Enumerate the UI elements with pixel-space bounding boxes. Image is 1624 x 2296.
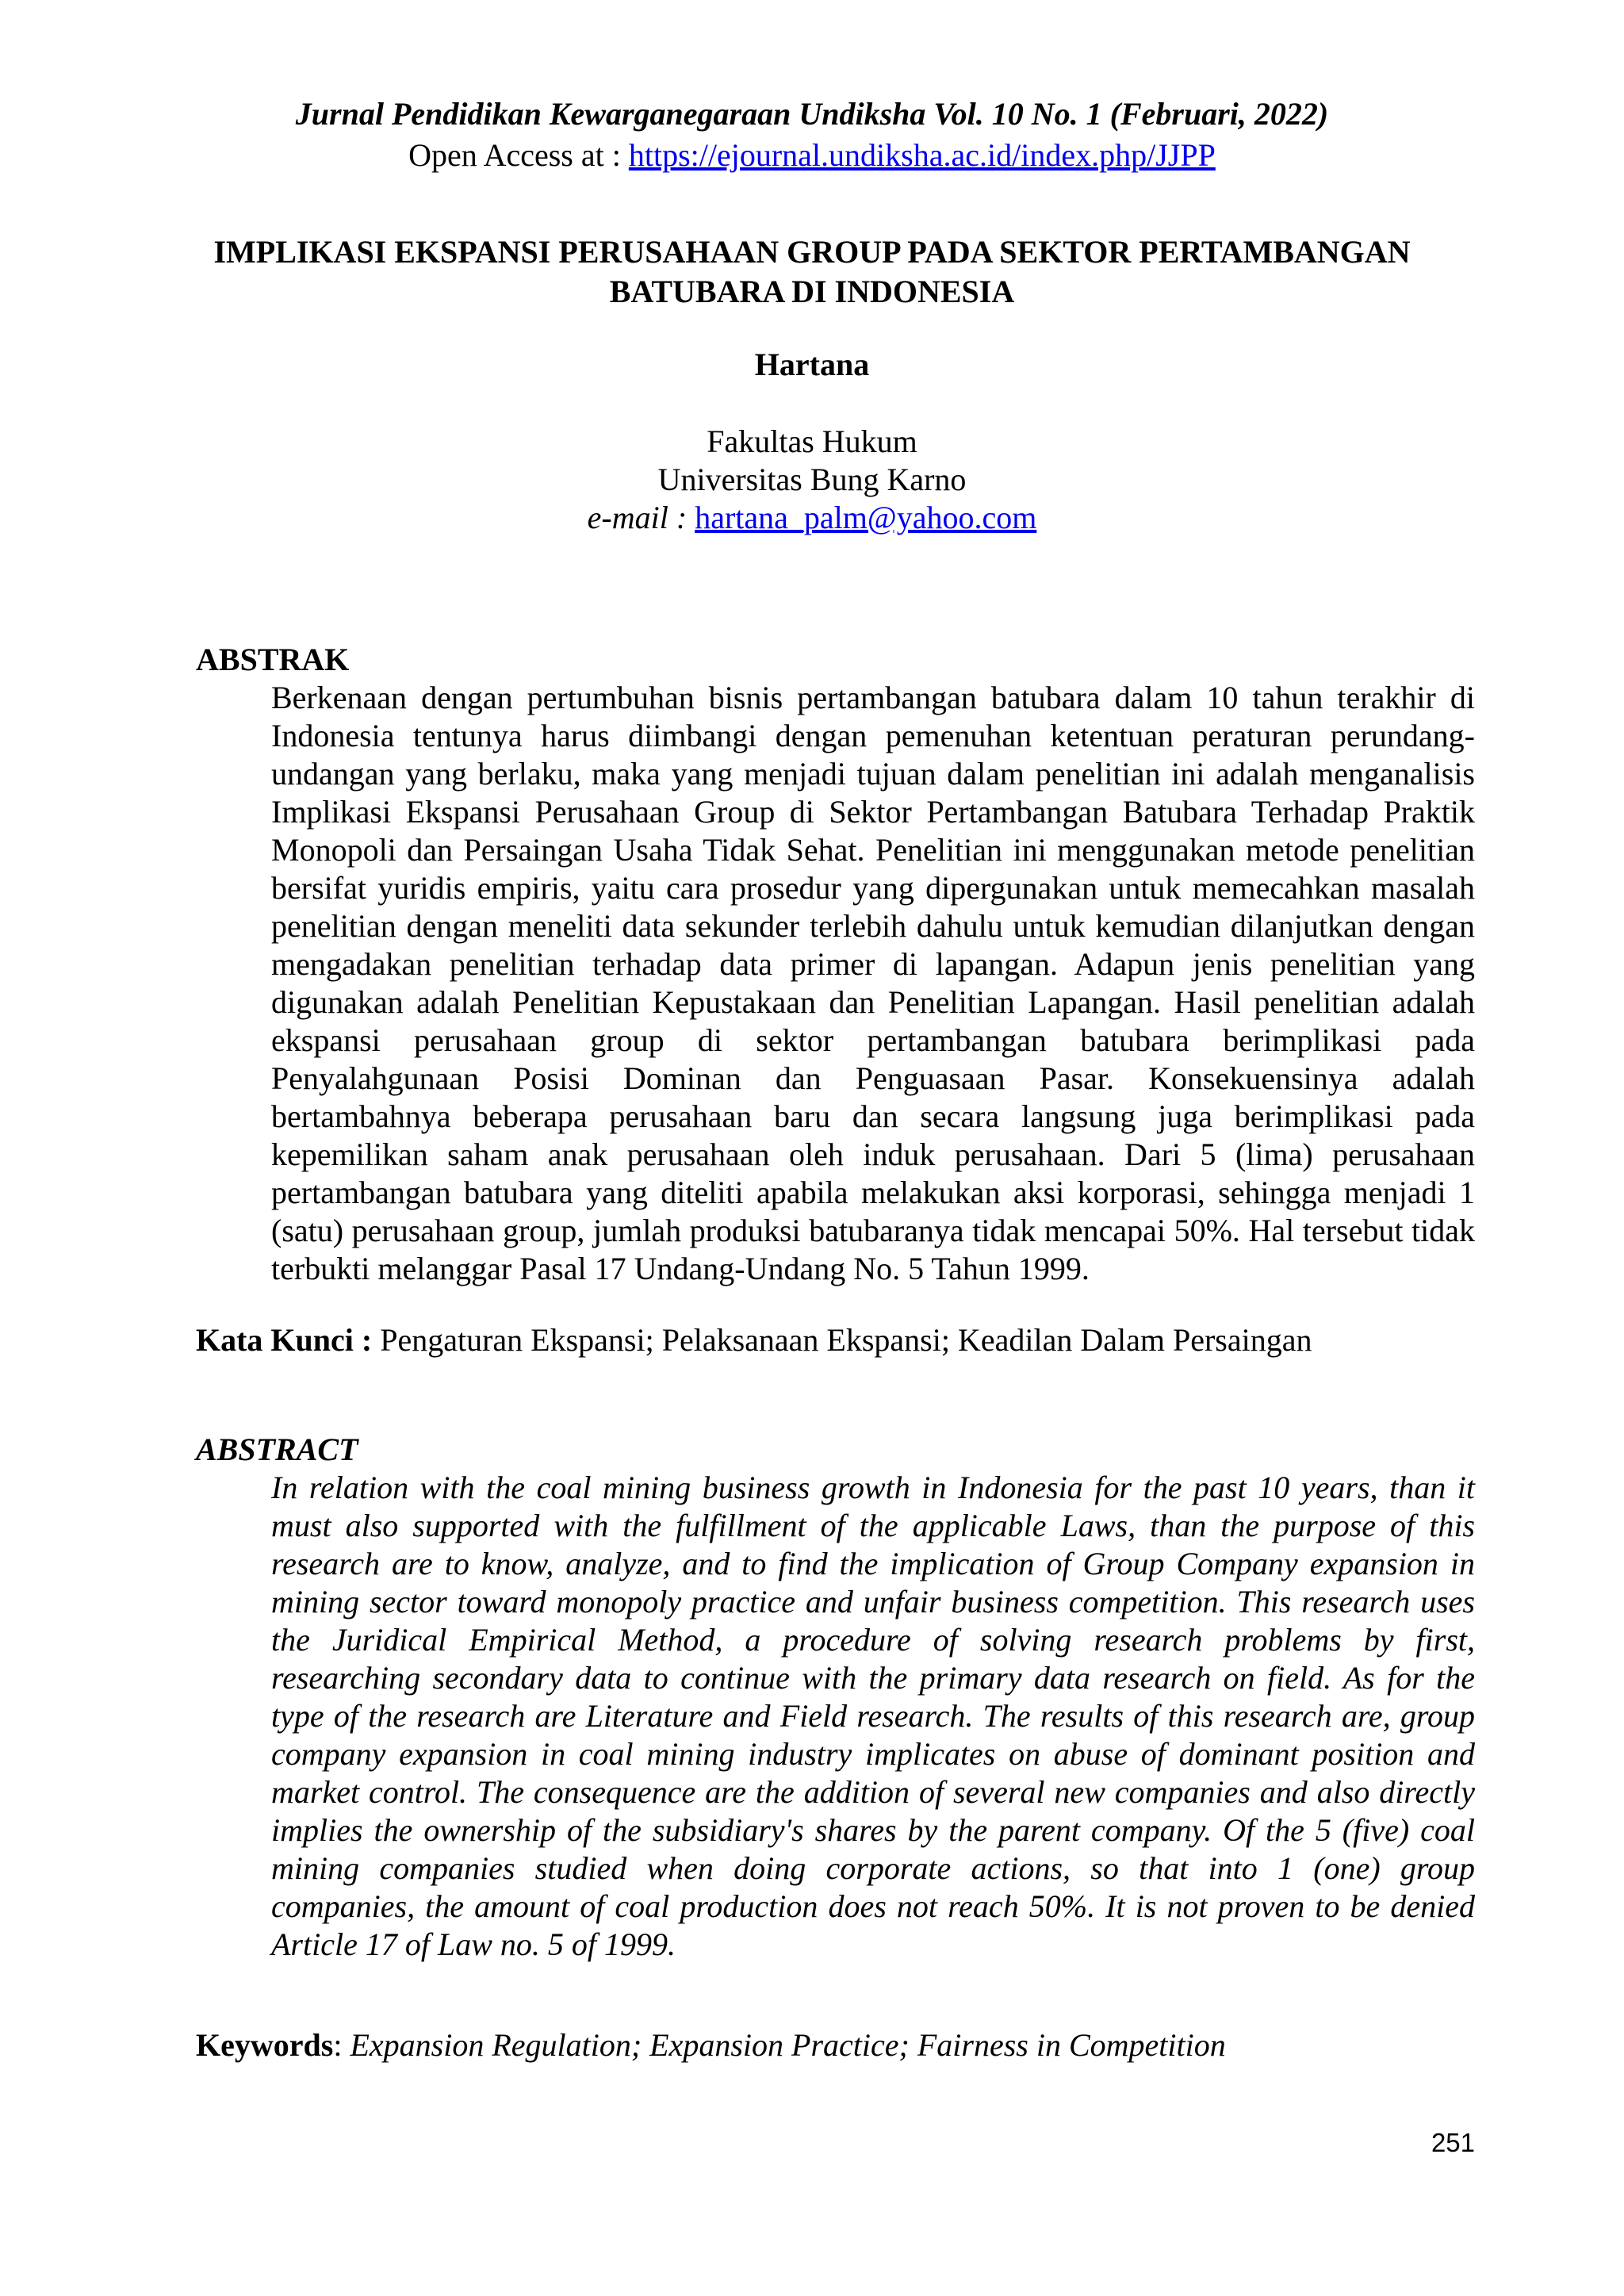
journal-header: Jurnal Pendidikan Kewarganegaraan Undiksha Vol. 10 No. 1 (Februari, 2022) [295,96,1329,132]
kata-kunci [196,1321,1312,1359]
title-line-1: IMPLIKASI EKSPANSI PERUSAHAAN GROUP PADA SEKTOR PERTAMBANGAN [213,234,1411,270]
title-line-2: BATUBARA DI INDONESIA [609,274,1015,309]
paper-title [0,232,1624,312]
email-line [0,499,1624,537]
abstrak-heading: ABSTRAK [196,642,350,677]
keywords-separator: : [333,2027,350,2063]
email-label: e-mail : [587,500,695,535]
abstract-heading: ABSTRACT [196,1432,358,1467]
kata-kunci-label: Kata Kunci : [196,1322,381,1358]
faculty: Fakultas Hukum [707,424,917,459]
keywords [196,2026,1226,2064]
abstrak-body: Berkenaan dengan pertumbuhan bisnis pertambangan batubara dalam 10 tahun terakhir di Indonesia tentunya harus diimbangi dengan pemenuhan ketentuan peraturan perundang-undangan yang berlaku, maka yang menjadi tujuan dalam penelitian ini adalah menganalisis Implikasi Ekspansi Perusahaan Group di Sektor Pertambangan Batubara Terhadap Praktik Monopoli dan Persaingan Usaha Tidak Sehat. Penelitian ini menggunakan metode penelitian bersifat yuridis empiris, yaitu cara prosedur yang dipergunakan untuk memecahkan masalah penelitian dengan meneliti data sekunder terlebih dahulu untuk kemudian dilanjutkan dengan mengadakan penelitian terhadap data primer di lapangan. Adapun jenis penelitian yang digunakan adalah Penelitian Kepustakaan dan Penelitian Lapangan. Hasil penelitian adalah ekspansi perusahaan group di sektor pertambangan batubara berimplikasi pada Penyalahgunaan Posisi Dominan dan Penguasaan Pasar. Konsekuensinya adalah bertambahnya beberapa perusahaan baru dan secara langsung juga berimplikasi pada kepemilikan saham anak perusahaan oleh induk perusahaan. Dari 5 (lima) perusahaan pertambangan batubara yang diteliti apabila melakukan aksi korporasi, sehingga menjadi 1 (satu) perusahaan group, jumlah produksi batubaranya tidak mencapai 50%. Hal tersebut tidak terbukti melanggar Pasal 17 Undang-Undang No. 5 Tahun 1999. [271,680,1475,1286]
keywords-label: Keywords [196,2027,334,2063]
university: Universitas Bung Karno [657,462,967,497]
author-affiliation [0,423,1624,537]
kata-kunci-values: Pengaturan Ekspansi; Pelaksanaan Ekspansi; Keadilan Dalam Persaingan [380,1322,1312,1358]
author-name: Hartana [754,347,870,382]
journal-url-link[interactable]: https://ejournal.undiksha.ac.id/index.php/JJPP [628,137,1216,173]
page-number: 251 [1431,2128,1475,2157]
email-link[interactable]: hartana_palm@yahoo.com [695,500,1037,535]
keywords-values: Expansion Regulation; Expansion Practice; Fairness in Competition [350,2027,1226,2063]
abstract-body: In relation with the coal mining business growth in Indonesia for the past 10 years, than it must also supported with the fulfillment of the applicable Laws, than the purpose of this research are to know, analyze, and to find the implication of Group Company expansion in mining sector toward monopoly practice and unfair business competition. This research uses the Juridical Empirical Method, a procedure of solving research problems by first, researching secondary data to continue with the primary data research on field. As for the type of the research are Literature and Field research. The results of this research are, group company expansion in coal mining industry implicates on abuse of dominant position and market control. The consequence are the addition of several new companies and also directly implies the ownership of the subsidiary's shares by the parent company. Of the 5 (five) coal mining companies studied when doing corporate actions, so that into 1 (one) group companies, the amount of coal production does not reach 50%. It is not proven to be denied Article 17 of Law no. 5 of 1999. [271,1470,1475,1962]
open-access-label: Open Access at : [408,137,629,173]
open-access-line [0,136,1624,174]
